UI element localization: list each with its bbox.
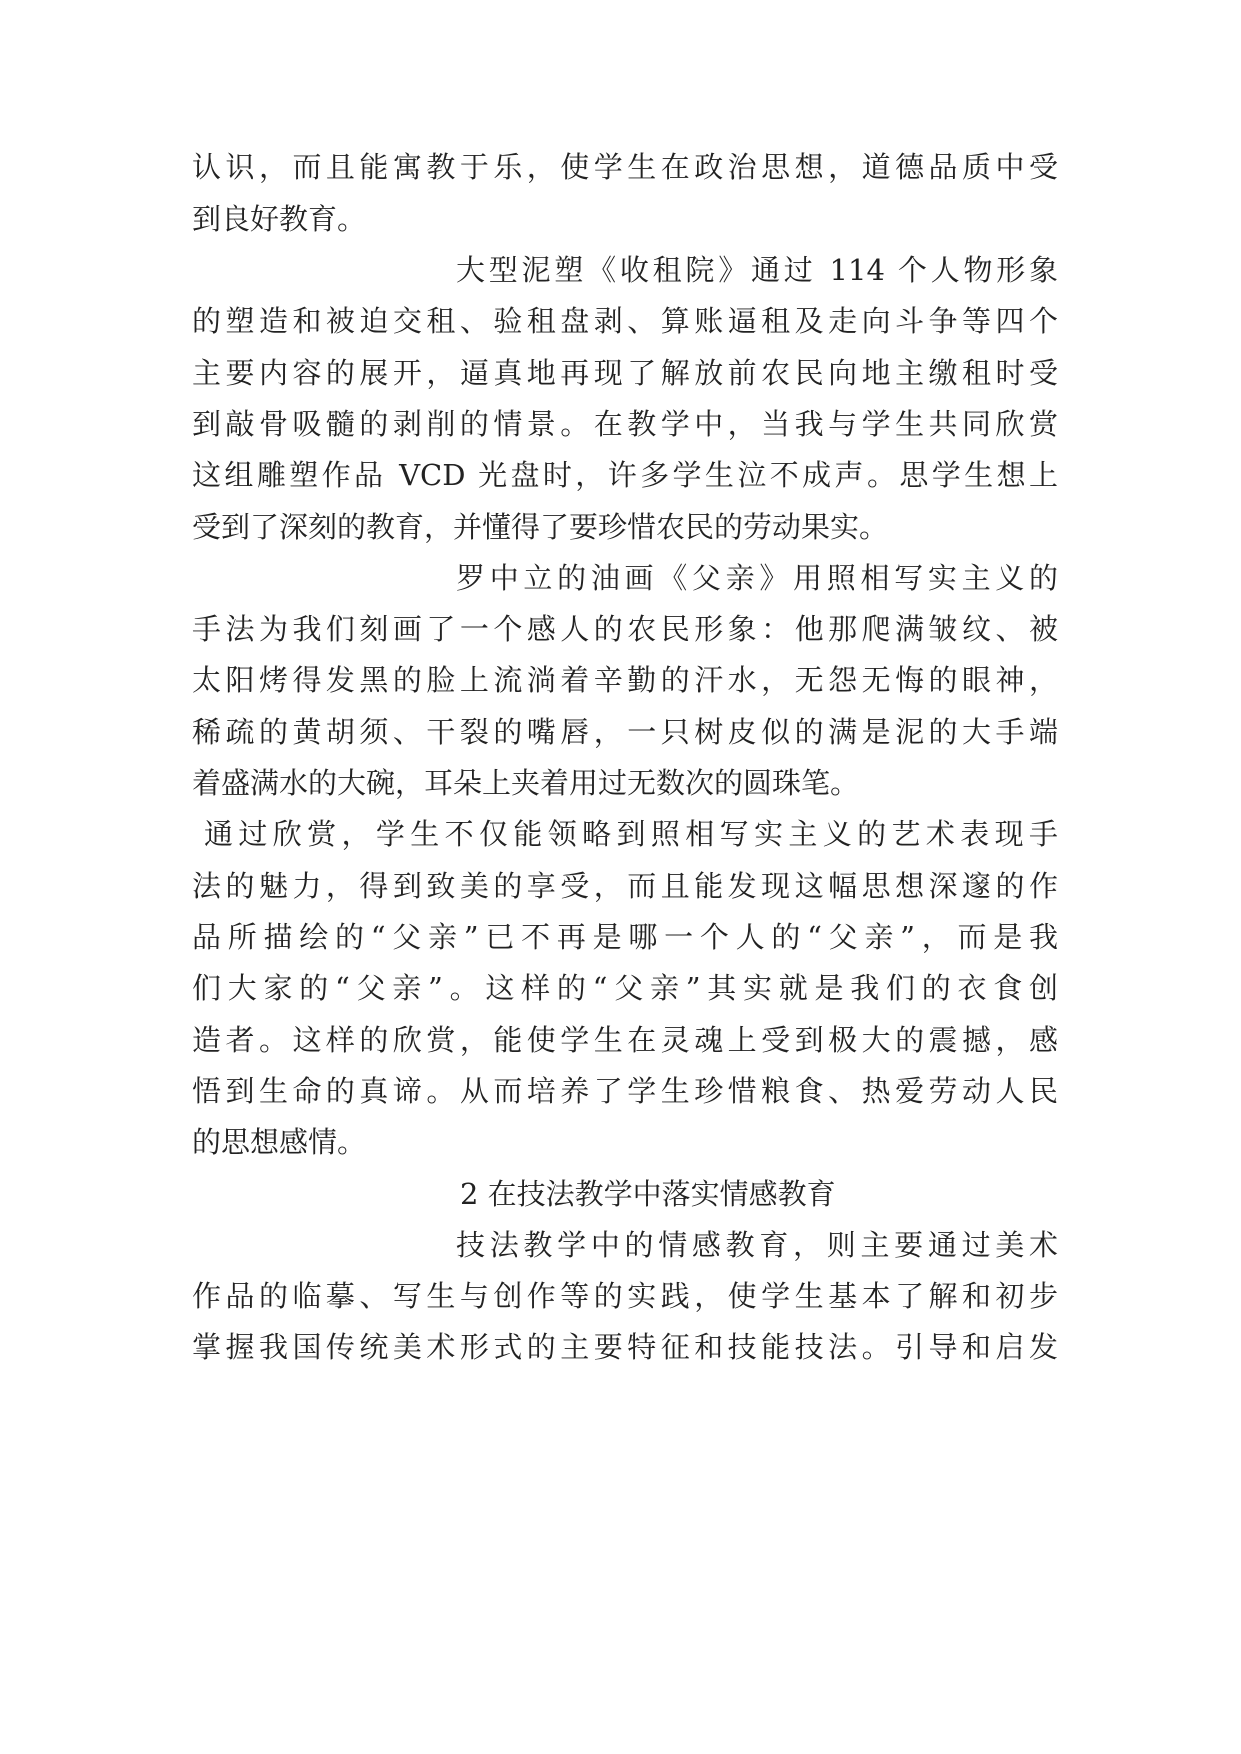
text-line: 手法为我们刻画了一个感人的农民形象：他那爬满皱纹、被 bbox=[192, 612, 1058, 646]
text-line: 的思想感情。 bbox=[192, 1125, 367, 1159]
text-line: 到敲骨吸髓的剥削的情景。在教学中，当我与学生共同欣赏 bbox=[192, 407, 1058, 441]
text-line: 作品的临摹、写生与创作等的实践，使学生基本了解和初步 bbox=[192, 1279, 1058, 1313]
text-line: 悟到生命的真谛。从而培养了学生珍惜粮食、热爱劳动人民 bbox=[192, 1074, 1058, 1108]
text-line: 的塑造和被迫交租、验租盘剥、算账逼租及走向斗争等四个 bbox=[192, 304, 1058, 338]
text-line: 这组雕塑作品 VCD 光盘时，许多学生泣不成声。思学生想上 bbox=[192, 458, 1058, 492]
paragraph-first-line: 大型泥塑《收租院》通过 114 个人物形象 bbox=[456, 253, 1058, 287]
paragraph-first-line: 罗中立的油画《父亲》用照相写实主义的 bbox=[456, 561, 1058, 595]
text-line: 着盛满水的大碗，耳朵上夹着用过无数次的圆珠笔。 bbox=[192, 766, 860, 800]
text-line: 受到了深刻的教育，并懂得了要珍惜农民的劳动果实。 bbox=[192, 510, 889, 544]
text-line: 造者。这样的欣赏，能使学生在灵魂上受到极大的震撼，感 bbox=[192, 1023, 1058, 1057]
text-line: 认识，而且能寓教于乐，使学生在政治思想，道德品质中受 bbox=[192, 150, 1058, 184]
text-line: 到良好教育。 bbox=[192, 202, 367, 236]
paragraph-first-line: 技法教学中的情感教育，则主要通过美术 bbox=[456, 1228, 1058, 1262]
text-line: 品所描绘的“父亲”已不再是哪一个人的“父亲”，而是我 bbox=[192, 920, 1058, 954]
text-line: 法的魅力，得到致美的享受，而且能发现这幅思想深邃的作 bbox=[192, 869, 1058, 903]
text-line: 掌握我国传统美术形式的主要特征和技能技法。引导和启发 bbox=[192, 1330, 1058, 1364]
text-line: 主要内容的展开，逼真地再现了解放前农民向地主缴租时受 bbox=[192, 356, 1058, 390]
text-line: 稀疏的黄胡须、干裂的嘴唇，一只树皮似的满是泥的大手端 bbox=[192, 715, 1058, 749]
text-line: 太阳烤得发黑的脸上流淌着辛勤的汗水，无怨无悔的眼神， bbox=[192, 663, 1058, 697]
section-heading: 2 在技法教学中落实情感教育 bbox=[460, 1177, 836, 1211]
paragraph-first-line: 通过欣赏，学生不仅能领略到照相写实主义的艺术表现手 bbox=[204, 817, 1058, 851]
text-line: 们大家的“父亲”。这样的“父亲”其实就是我们的衣食创 bbox=[192, 971, 1058, 1005]
